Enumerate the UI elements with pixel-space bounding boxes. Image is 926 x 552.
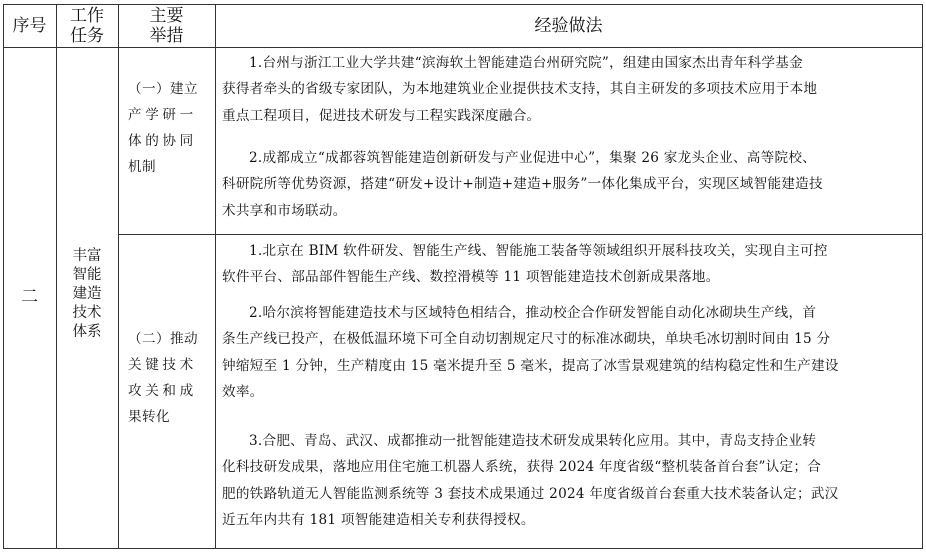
- practice-paragraph: 1.台州与浙江工业大学共建“滨海软土智能建造台州研究院”，组建由国家杰出青年科学基金 获得者牵头的省级专家团队，为本地建筑业企业提供技术支持，其自主研发的多项技术应用于本地 重点工程项目，促进技术研发与工程实践深度融合。: [222, 55, 818, 124]
- table-top-border: [3, 4, 923, 5]
- measure-divider: [118, 234, 923, 235]
- table-bottom-border: [3, 548, 923, 549]
- measure-1-label: （一）建立 产学研一 体的协同 机制: [128, 81, 198, 175]
- row-task: 丰富 智能 建造 技术 体系: [72, 248, 102, 340]
- table-left-border: [3, 4, 4, 549]
- col-divider-3: [215, 4, 216, 549]
- table-right-border: [922, 4, 923, 549]
- header-task: 工作 任务: [70, 6, 104, 46]
- practice-paragraph: 2.哈尔滨将智能建造技术与区域特色相结合，推动校企合作研发智能自动化冰砌块生产线，首 条生产线已投产，在极低温环境下可全自动切割规定尺寸的标准冰砌块，单块毛冰切割时间由 15 分 钟缩短至 1 分钟，生产精度由 15 毫米提升至 5 毫米，提高了冰雪景观建筑的结构稳定性和生产建设 效率。: [222, 305, 839, 401]
- header-practice: 经验做法: [534, 16, 603, 36]
- measure-2-label: （二）推动 关键技术 攻关和成 果转化: [128, 331, 198, 425]
- col-divider-2: [118, 4, 119, 549]
- practice-paragraph: 3.合肥、青岛、武汉、成都推动一批智能建造技术研发成果转化应用。其中，青岛支持企业转 化科技研发成果，落地应用住宅施工机器人系统，获得 2024 年度省级“整机装备首台套”认定；合 肥的铁路轨道无人智能监测系统等 3 套技术成果通过 2024 年度省级首台套重大技术装备认定；武汉 近五年内共有 181 项智能建造相关专利获得授权。: [222, 433, 839, 529]
- header-index: 序号: [12, 16, 47, 36]
- header-bottom-border: [3, 47, 923, 48]
- header-measure: 主要 举措: [149, 6, 184, 46]
- practice-paragraph: 1.北京在 BIM 软件研发、智能生产线、智能施工装备等领域组织开展科技攻关，实现自主可控 软件平台、部品部件智能生产线、数控滑模等 11 项智能建造技术创新成果落地。: [222, 243, 828, 286]
- practice-paragraph: 2.成都成立“成都蓉筑智能建造创新研发与产业促进中心”，集聚 26 家龙头企业、高等院校、 科研院所等优势资源，搭建“研发+设计+制造+建造+服务”一体化集成平台，实现区域智能建造技 术共享和市场联动。: [222, 150, 823, 219]
- row-index: 二: [21, 287, 38, 307]
